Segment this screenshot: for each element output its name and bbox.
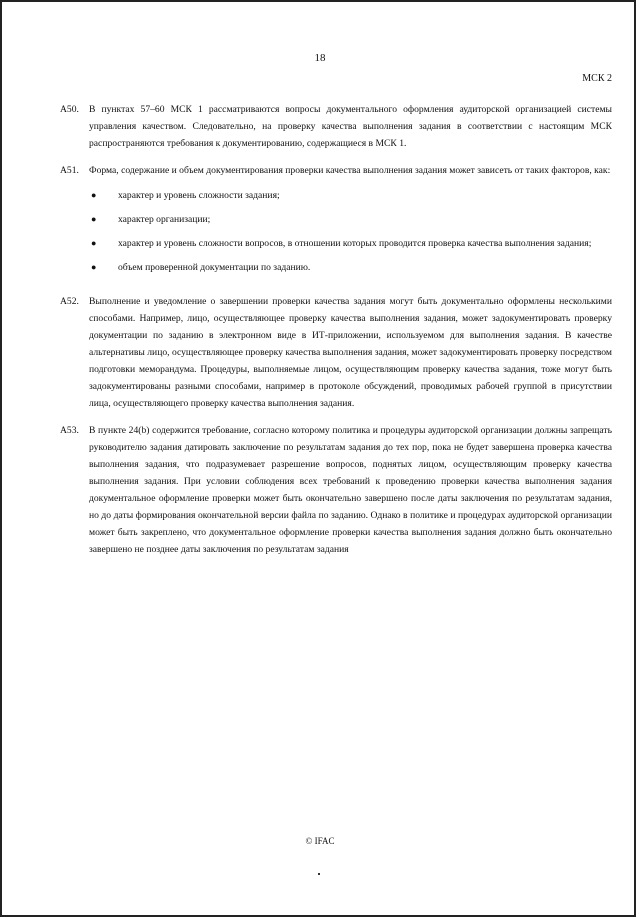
- list-item: [89, 235, 612, 252]
- paragraph-a53: [60, 422, 612, 558]
- list-item: [89, 187, 612, 204]
- paragraph-text: Форма, содержание и объем документирования проверки качества выполнения задания может зависеть от таких факторов, как:: [89, 165, 611, 176]
- bullet-list: [89, 187, 612, 276]
- paragraph-content: [89, 162, 612, 283]
- list-item-text: характер организации;: [118, 214, 211, 225]
- paragraph-number: A50.: [60, 104, 79, 115]
- paragraph-number: A53.: [60, 425, 79, 436]
- list-item: [89, 211, 612, 228]
- page-number: 18: [314, 52, 326, 64]
- paragraph-number: A52.: [60, 296, 79, 307]
- list-item: [89, 259, 612, 276]
- bullet-icon: ●: [91, 214, 97, 224]
- paragraph-a51: [60, 162, 612, 283]
- list-item-text: характер и уровень сложности задания;: [118, 190, 280, 201]
- list-item-text: объем проверенной документации по заданию.: [118, 262, 311, 273]
- copyright-footer: © IFAC: [305, 836, 335, 846]
- list-item-text: характер и уровень сложности вопросов, в отношении которых проводится проверка качества выполнения задания;: [118, 238, 592, 249]
- bullet-icon: ●: [91, 190, 97, 200]
- paragraph-text: В пункте 24(b) содержится требование, согласно которому политика и процедуры аудиторской организации должны запрещать руководителю задания датировать заключение по результатам задания до тех пор, пока не будет завершена проверка качества выполнения задания, что подразумевает разрешение вопросов, поднятых лицом, осуществляющим проверку качества выполнения задания. При условии соблюдения всех требований к проведению проверки качества выполнения задания документальное оформление проверки может быть окончательно завершено после даты заключения по результатам задания, но до даты формирования окончательной версии файла по заданию. Однако в политике и процедурах аудиторской организации может быть закреплено, что документальное оформление проверки качества выполнения задания должно быть окончательно завершено не позднее даты заключения по результатам задания: [89, 425, 612, 555]
- bullet-icon: ●: [91, 262, 97, 272]
- paragraph-text: В пунктах 57–60 МСК 1 рассматриваются вопросы документального оформления аудиторской организацией системы управления качеством. Следовательно, на проверку качества выполнения задания в соответствии с настоящим МСК распространяются требования к документированию, содержащиеся в МСК 1.: [89, 104, 612, 149]
- bullet-icon: ●: [91, 238, 97, 248]
- paragraph-a50: [60, 101, 612, 152]
- scan-mark: [318, 873, 320, 875]
- paragraph-a52: [60, 293, 612, 412]
- paragraph-text: Выполнение и уведомление о завершении проверки качества задания могут быть документально оформлены несколькими способами. Например, лицо, осуществляющее проверку качества выполнения задания, может задокументировать проверку документации по заданию в электронном виде в ИТ-приложении, используемом для выполнения задания. В качестве альтернативы лицо, осуществляющее проверку качества выполнения задания, может задокументировать проверку посредством подготовки меморандума. Процедуры, выполняемые лицом, осуществляющим проверку качества задания, тоже могут быть задокументированы разными способами, например в протоколе обсуждений, проводимых рабочей группой в присутствии лица, осуществляющего проверку качества выполнения задания.: [89, 296, 612, 409]
- document-body: [60, 101, 612, 568]
- paragraph-number: A51.: [60, 165, 79, 176]
- document-code: МСК 2: [582, 73, 612, 84]
